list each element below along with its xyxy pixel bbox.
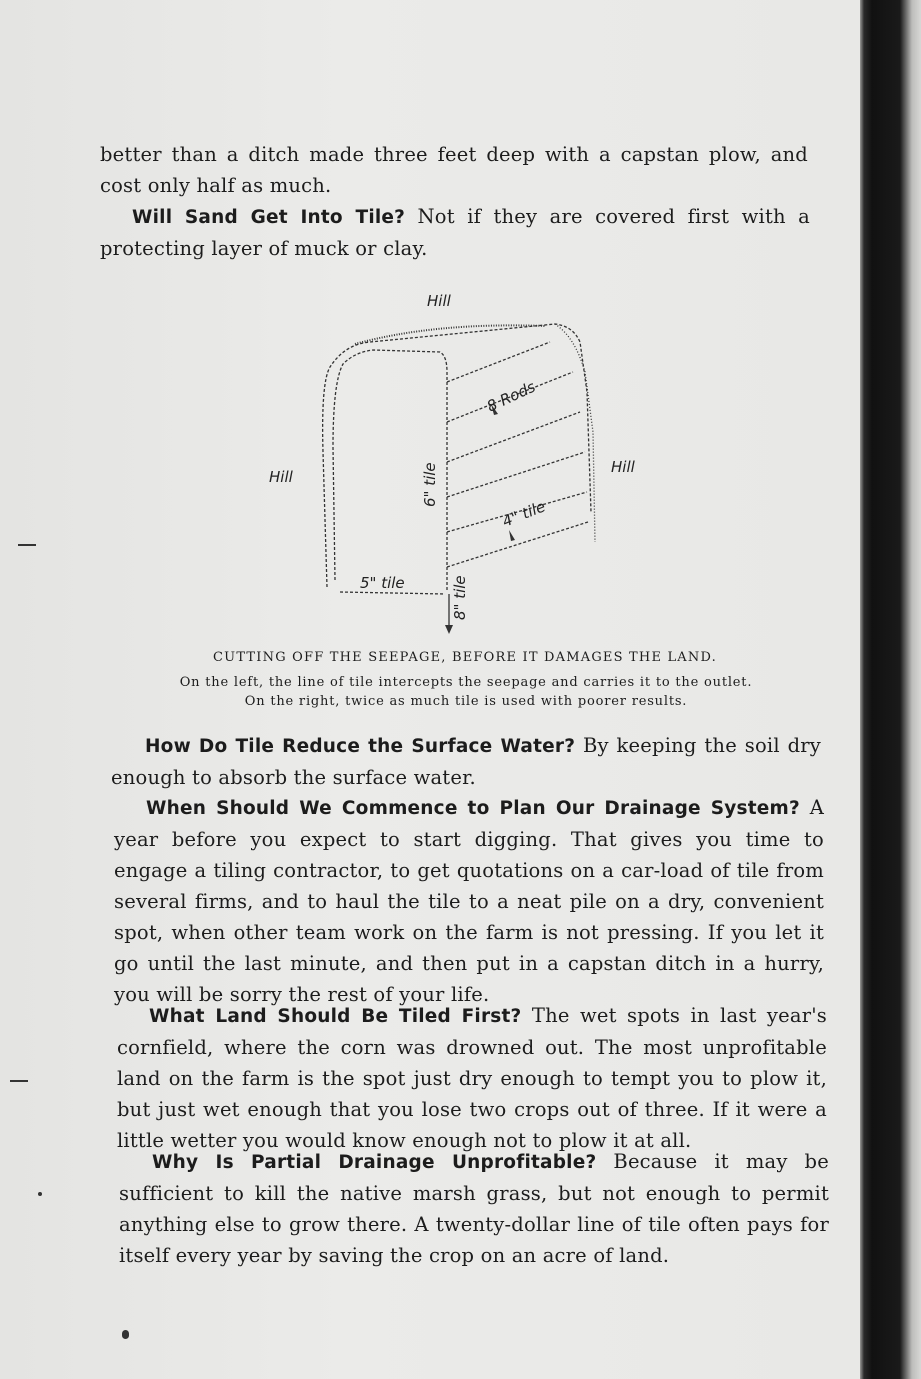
question-heading: Why Is Partial Drainage Unprofitable? [152,1152,597,1173]
margin-dot [122,1330,129,1339]
paragraph-answer: Because it may be sufficient to kill the native marsh grass, but not enough to permit anything else to grow there. A twenty-dollar line of tile often pays for itself every year by saving the crop on an acre of land. [119,1150,829,1267]
paragraph-partial-drainage [119,1146,829,1271]
five-inch-tile-label: 5" tile [360,574,405,592]
hill-left-label: Hill [269,468,293,486]
caption-line: On the right, twice as much tile is used with poorer results. [244,694,688,709]
hill-top-label: Hill [427,292,451,310]
question-heading: Will Sand Get Into Tile? [132,207,406,228]
outlet-arrow [445,625,453,634]
six-inch-tile-label: 6" tile [421,462,439,507]
hill-right-label: Hill [611,458,635,476]
paragraph-surface-water [111,730,821,793]
tile-pointer [509,530,515,541]
lateral-1 [447,342,550,382]
lateral-4 [447,452,585,497]
paragraph-answer: Not if they are covered first with a protecting layer of muck or clay. [100,205,810,260]
rods-label: 8 Rods [484,377,539,416]
paragraph-answer: A year before you expect to start digging. That gives you time to engage a tiling contractor, to get quotations on a car-load of tile from several firms, and to haul the tile to a neat pile on a dry, convenient spot, when other team work on the farm is not pressing. If you let it go until the last minute, and then put in a capstan ditch in a hurry, you will be sorry the rest of your life. [114,796,824,1006]
paragraph-land-tiled-first [117,1000,827,1156]
margin-mark [18,544,36,546]
paragraph-continuation [100,139,808,201]
paragraph-plan-drainage [114,792,824,1010]
lateral-6 [447,522,588,567]
caption-line: On the left, the line of tile intercepts the seepage and carries it to the outlet. [179,675,753,690]
question-heading: When Should We Commence to Plan Our Drainage System? [146,798,800,819]
question-heading: What Land Should Be Tiled First? [149,1006,522,1027]
page-binding-edge [860,0,921,1379]
eight-inch-tile-label: 8" tile [451,575,469,620]
left-field-boundary [323,324,591,587]
paragraph-answer: By keeping the soil dry enough to absorb the surface water. [111,734,821,789]
paragraph-text: better than a ditch made three feet deep with a capstan plow, and cost only half as much. [100,143,808,197]
paragraph-answer: The wet spots in last year's cornfield, where the corn was drowned out. The most unprofitable land on the farm is the spot just dry enough to tempt you to plow it, but just wet enough that you lose two crops out of three. If it were a little wetter you would know enough not to plow it at all. [117,1004,827,1152]
four-inch-tile-label: 4" tile [499,497,548,531]
drainage-diagram [255,282,665,642]
lateral-3 [447,412,580,462]
margin-mark [10,1080,28,1082]
question-heading: How Do Tile Reduce the Surface Water? [145,736,576,757]
figure-caption-title: CUTTING OFF THE SEEPAGE, BEFORE IT DAMAGES THE LAND. [213,650,717,665]
figure-caption [116,673,816,711]
margin-dot [38,1192,42,1196]
right-hill-edge [555,324,595,542]
five-inch-tile-line [340,592,445,594]
paragraph-sand-into-tile [100,201,810,264]
